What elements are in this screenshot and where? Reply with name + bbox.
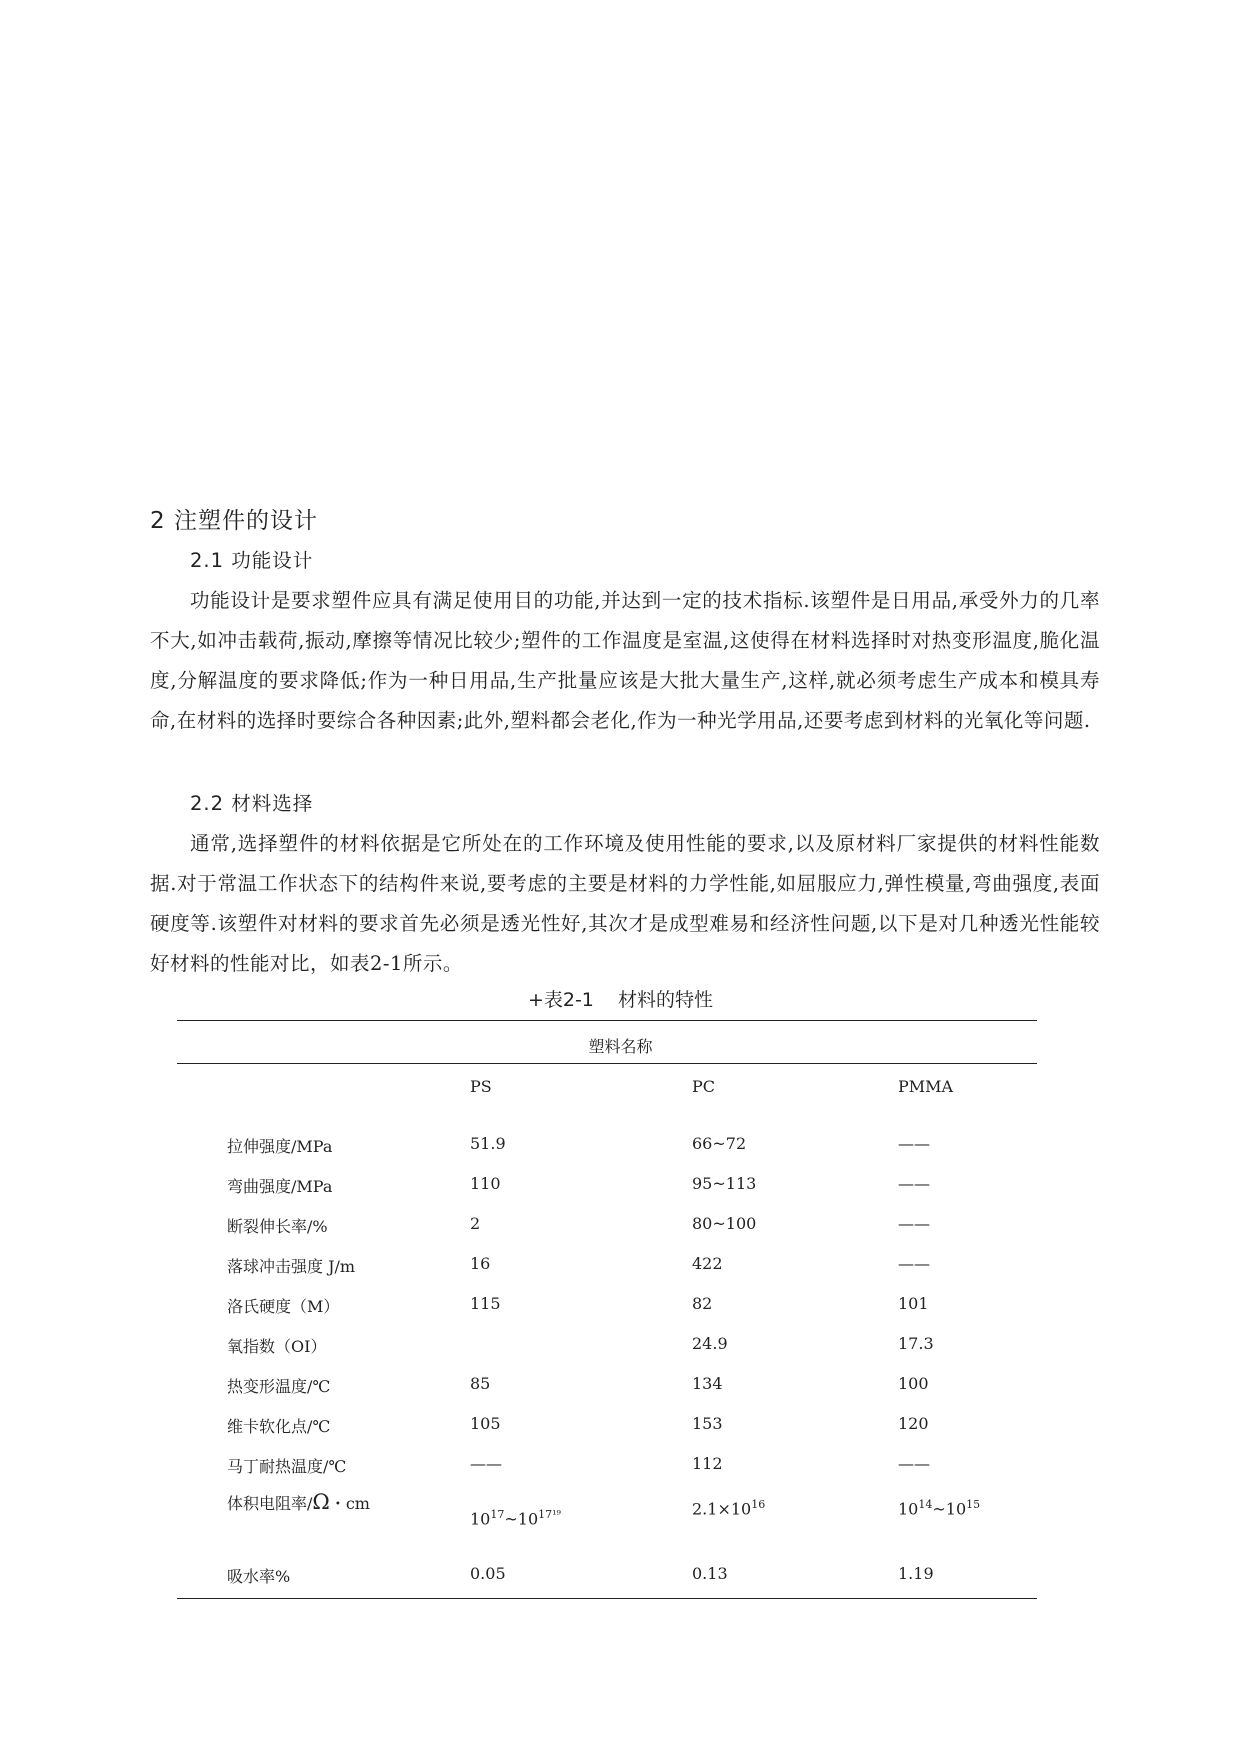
paragraph-function-design: 功能设计是要求塑件应具有满足使用目的功能,并达到一定的技术指标.该塑件是日用品,承受外力的几率不大,如冲击载荷,振动,摩擦等情况比较少;塑件的工作温度是室温,这使得在材料选择时对热变形温度,脆化温度,分解温度的要求降低;作为一种日用品,生产批量应该是大批大量生产,这样,就必须考虑生产成本和模具寿命,在材料的选择时要综合各种因素;此外,塑料都会老化,作为一种光学用品,还要考虑到材料的光氧化等问题. <box>150 589 1100 732</box>
table-cell-ps: 0.05 <box>470 1564 506 1583</box>
table-row-label: 马丁耐热温度/℃ <box>227 1457 347 1476</box>
resistivity-label: 体积电阻率/ <box>227 1494 313 1513</box>
table-cell-pmma: —— <box>898 1134 930 1153</box>
table-cell-pc: 24.9 <box>692 1334 728 1353</box>
table-cell-pmma: 101 <box>898 1294 929 1313</box>
table-cell-pmma: 1.19 <box>898 1564 934 1583</box>
table-cell-pc: $2.1\times 10^{16}$ <box>692 1498 766 1519</box>
table-cell-ps: 2 <box>470 1214 481 1233</box>
table-row-label: 拉伸强度/MPa <box>227 1137 333 1156</box>
table-cell-ps: 105 <box>470 1414 501 1433</box>
column-header-ps: PS <box>470 1077 492 1096</box>
table-cell-pc: 134 <box>692 1374 723 1393</box>
table-cell-pmma: 17.3 <box>898 1334 934 1353</box>
table-cell-ps: —— <box>470 1454 502 1473</box>
table-cell-pc: 112 <box>692 1454 723 1473</box>
column-header-pc: PC <box>692 1077 716 1096</box>
resistivity-unit: ・cm <box>329 1494 370 1513</box>
table-row-label: 维卡软化点/℃ <box>227 1417 331 1436</box>
table-cell-pmma: —— <box>898 1174 930 1193</box>
table-row-label: 洛氏硬度（M） <box>227 1297 340 1316</box>
table-cell-ps: 85 <box>470 1374 491 1393</box>
table-cell-pmma: —— <box>898 1214 930 1233</box>
table-top-rule <box>177 1020 1037 1021</box>
omega-symbol: Ω <box>312 1490 330 1514</box>
table-cell-ps: $10^{17}\sim 10^{17^{19}}$ <box>470 1508 561 1529</box>
table-row-label-resistivity <box>227 1490 370 1514</box>
table-cell-pmma: 100 <box>898 1374 929 1393</box>
table-cell-pc: 82 <box>692 1294 713 1313</box>
table-row-label: 热变形温度/℃ <box>227 1377 331 1396</box>
section-heading: 2 注塑件的设计 <box>150 508 318 534</box>
table-cell-pmma: —— <box>898 1454 930 1473</box>
table-bottom-rule <box>177 1598 1037 1599</box>
table-caption: +表2-1 材料的特性 <box>527 989 714 1011</box>
subsection-heading-function-design: 2.1 功能设计 <box>190 549 314 572</box>
table-row-label: 断裂伸长率/% <box>227 1217 328 1236</box>
table-cell-pc: 0.13 <box>692 1564 728 1583</box>
table-cell-pc: 80~100 <box>692 1214 757 1233</box>
table-cell-pmma: —— <box>898 1254 930 1273</box>
paragraph-material-selection: 通常,选择塑件的材料依据是它所处在的工作环境及使用性能的要求,以及原材料厂家提供的材料性能数据.对于常温工作状态下的结构件来说,要考虑的主要是材料的力学性能,如屈服应力,弹性模量,弯曲强度,表面硬度等.该塑件对材料的要求首先必须是透光性好,其次才是成型难易和经济性问题,以下是对几种透光性能较好材料的性能对比，如表2-1所示。 <box>150 832 1100 975</box>
table-cell-pc: 66~72 <box>692 1134 747 1153</box>
table-cell-ps: 110 <box>470 1174 501 1193</box>
table-cell-ps: 16 <box>470 1254 491 1273</box>
table-cell-pc: 95~113 <box>692 1174 757 1193</box>
table-cell-pmma: $10^{14}\sim 10^{15}$ <box>898 1498 981 1519</box>
table-cell-pmma: 120 <box>898 1414 929 1433</box>
table-header-rule <box>177 1063 1037 1064</box>
table-cell-ps: 51.9 <box>470 1134 506 1153</box>
table-cell-ps: 115 <box>470 1294 501 1313</box>
table-row-label: 吸水率% <box>227 1567 291 1586</box>
subsection-heading-material-selection: 2.2 材料选择 <box>190 792 314 815</box>
table-cell-pc: 153 <box>692 1414 723 1433</box>
table-group-header: 塑料名称 <box>588 1037 653 1056</box>
table-row-label: 弯曲强度/MPa <box>227 1177 333 1196</box>
table-row-label: 落球冲击强度 J/m <box>227 1257 356 1276</box>
table-row-label: 氧指数（OI） <box>227 1337 327 1356</box>
table-cell-pc: 422 <box>692 1254 723 1273</box>
column-header-pmma: PMMA <box>898 1077 954 1096</box>
